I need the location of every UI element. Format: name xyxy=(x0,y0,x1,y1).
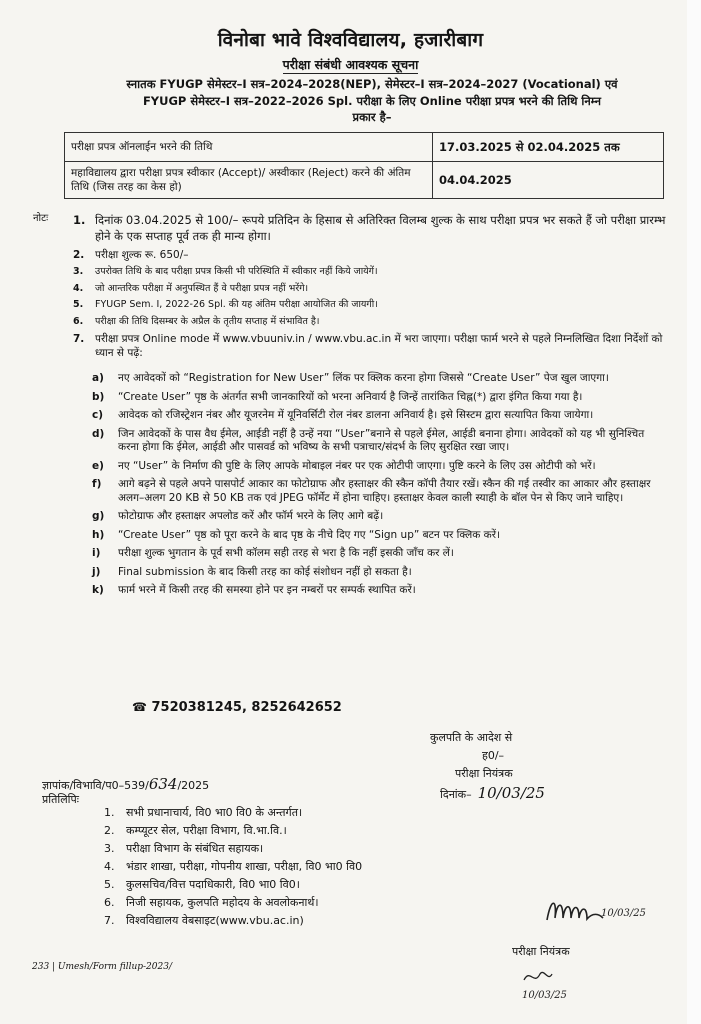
list-item: g) फोटोग्राफ और हस्ताक्षर अपलोड करें और फॉर्म भरने के लिए आगे बढ़ें। xyxy=(92,510,384,522)
list-item: c) आवेदक को रजिस्ट्रेशन नंबर और यूजरनेम में यूनिवर्सिटी रोल नंबर डालना अनिवार्य है। इसे सिस्टम द्वारा सत्यापित किया जायेगा। xyxy=(92,409,594,421)
list-item: 3. परीक्षा विभाग के संबंधित सहायक। xyxy=(104,842,264,855)
list-item: e) नए “User” के निर्माण की पुष्टि के लिए आपके मोबाइल नंबर पर एक ओटीपी जाएगा। पुष्टि करने के लिए उस ओटीपी को भरें। xyxy=(92,459,596,472)
signature-date: 10/03/25 xyxy=(601,908,646,919)
notes-label: नोटः xyxy=(33,213,49,224)
list-item: 4. भंडार शाखा, परीक्षा, गोपनीय शाखा, परीक्षा, वि0 भा0 वि0 xyxy=(104,860,363,873)
phone-numbers: 7520381245, 8252642652 xyxy=(151,700,342,715)
list-item: k) फार्म भरने में किसी तरह की समस्या होने पर इन नम्बरों पर सम्पर्क स्थापित करें। xyxy=(92,584,416,596)
copy-label: प्रतिलिपिः xyxy=(42,793,80,806)
list-item: 5. कुलसचिव/वित्त पदाधिकारी, वि0 भा0 वि0। xyxy=(104,878,300,891)
order-line: कुलपति के आदेश से xyxy=(430,731,513,744)
notice-subtitle: परीक्षा संबंधी आवश्यक सूचना xyxy=(282,57,419,72)
list-item: d) जिन आवेदकों के पास वैध ईमेल, आईडी नहीं है उन्हें नया “User”बनाने से पहले ईमेल, आईडी बनाना होगा। आवेदकों को यह भी सुनिश्चित करना होगा कि ईमेल, आईडी और पासवर्ड को भविष्य के सभी पत्राचार/संदर्भ के लिए सुरक्षित रखा जाए। xyxy=(92,427,645,453)
initials-date: 10/03/25 xyxy=(522,990,567,1001)
instructions-list xyxy=(92,372,652,603)
list-item: i) परीक्षा शुल्क भुगतान के पूर्व सभी कॉलम सही तरह से भरा है कि नहीं इसकी जाँच कर लें। xyxy=(92,547,454,559)
footer-reference: 233 | Umesh/Form fillup-2023/ xyxy=(32,962,172,972)
dates-table xyxy=(64,132,664,199)
list-item: 7. विश्वविद्यालय वेबसाइट(www.vbu.ac.in) xyxy=(104,914,304,927)
list-item: a) नए आवेदकों को “Registration for New User” लिंक पर क्लिक करना होगा जिससे “Create User” पेज खुल जाएगा। xyxy=(92,372,609,384)
list-item: f) आगे बढ़ने से पहले अपने पासपोर्ट आकार का फोटोग्राफ और हस्ताक्षर की स्कैन कॉपी तैयार रखें। स्कैन की गई तस्वीर का आकार और हस्ताक्षर अलग–अलग 20 KB से 50 KB तक एवं JPEG फॉर्मेट में होना चाहिए। हस्ताक्षर केवल काली स्याही के बॉल पेन से किए जाने चाहिए। xyxy=(92,478,651,504)
order-designation: परीक्षा नियंत्रक xyxy=(455,767,513,780)
contact-numbers xyxy=(132,700,342,715)
signature-title: परीक्षा नियंत्रक xyxy=(512,945,570,958)
note-item: 5. FYUGP Sem. I, 2022-26 Spl. की यह अंतिम परीक्षा आयोजित की जायगी। xyxy=(73,299,378,310)
note-item: 6. परीक्षा की तिथि दिसम्बर के अप्रैल के तृतीय सप्ताह में संभावित है। xyxy=(73,315,320,327)
list-item: j) Final submission के बाद किसी तरह का कोई संशोधन नहीं हो सकता है। xyxy=(92,565,412,578)
controller-signature xyxy=(543,892,646,932)
table-cell-value: 17.03.2025 से 02.04.2025 तक xyxy=(433,133,664,162)
list-item: 6. निजी सहायक, कुलपति महोदय के अवलोकनार्थ। xyxy=(104,896,319,909)
note-item: 4. जो आन्तरिक परीक्षा में अनुपस्थित हैं वे परीक्षा प्रपत्र नहीं भरेंगे। xyxy=(73,282,309,294)
table-row xyxy=(65,162,664,199)
table-cell-label: महाविद्यालय द्वारा परीक्षा प्रपत्र स्वीकार (Accept)/ अस्वीकार (Reject) करने की अंतिम तिथि (जिस तरह का केस हो) xyxy=(65,162,433,199)
notes-section xyxy=(33,212,673,364)
note-item: 3. उपरोक्त तिथि के बाद परीक्षा प्रपत्र किसी भी परिस्थिति में स्वीकार नहीं किये जायेगें। xyxy=(73,266,378,277)
note-item: 7. परीक्षा प्रपत्र Online mode में www.vbuuniv.in / www.vbu.ac.in में भरा जाएगा। परीक्षा फार्म भरने से पहले निम्नलिखित दिशा निर्देशों को ध्यान से पढ़ें: xyxy=(73,333,663,359)
table-cell-value: 04.04.2025 xyxy=(433,162,664,199)
list-item: 2. कम्प्यूटर सेल, परीक्षा विभाग, वि.भा.वि.। xyxy=(104,824,287,837)
page-edge xyxy=(687,0,701,1024)
copy-to-list xyxy=(104,806,484,932)
note-item: 2. परीक्षा शुल्क रू. 650/– xyxy=(73,249,189,261)
note-item: 1. दिनांक 03.04.2025 से 100/– रूपये प्रतिदिन के हिसाब से अतिरिक्त विलम्ब शुल्क के साथ परीक्षा प्रपत्र भर सकते हैं जो परीक्षा प्रारम्भ होने के एक सप्ताह पूर्व तक ही मान्य होगा। xyxy=(73,213,666,243)
handwritten-number: 634 xyxy=(148,775,178,793)
table-row xyxy=(65,133,664,162)
phone-icon: ☎ xyxy=(132,700,147,714)
university-title: विनोबा भावे विश्वविद्यालय, हजारीबाग xyxy=(217,29,484,51)
initials-signature xyxy=(520,964,590,1004)
order-date: दिनांक– 10/03/25 xyxy=(440,784,545,802)
notice-intro: स्नातक FYUGP सेमेस्टर–I सत्र–2024–2028(NEP), सेमेस्टर–I सत्र–2024–2027 (Vocational) एवं FYUGP सेमेस्टर–I सत्र–2022–2026 Spl. परीक्षा के लिए Online परीक्षा प्रपत्र भरने की तिथि निम्न प्रकार है– xyxy=(126,77,618,124)
list-item: h) “Create User” पृष्ठ को पूरा करने के बाद पृष्ठ के नीचे दिए गए “Sign up” बटन पर क्लिक करें। xyxy=(92,528,500,541)
handwritten-date: 10/03/25 xyxy=(477,784,545,802)
list-item: b) “Create User” पृष्ठ के अंतर्गत सभी जानकारियों को भरना अनिवार्य है जिन्हें तारांकित चिह्न(*) द्वारा इंगित किया गया है। xyxy=(92,390,583,403)
reference-number: ज्ञापांक/विभावि/प0–539/634/2025 xyxy=(42,775,210,793)
table-cell-label: परीक्षा प्रपत्र ऑनलाईन भरने की तिथि xyxy=(65,133,433,162)
order-signed: ह0/– xyxy=(482,749,505,762)
list-item: 1. सभी प्रधानाचार्य, वि0 भा0 वि0 के अन्तर्गत। xyxy=(104,806,303,819)
